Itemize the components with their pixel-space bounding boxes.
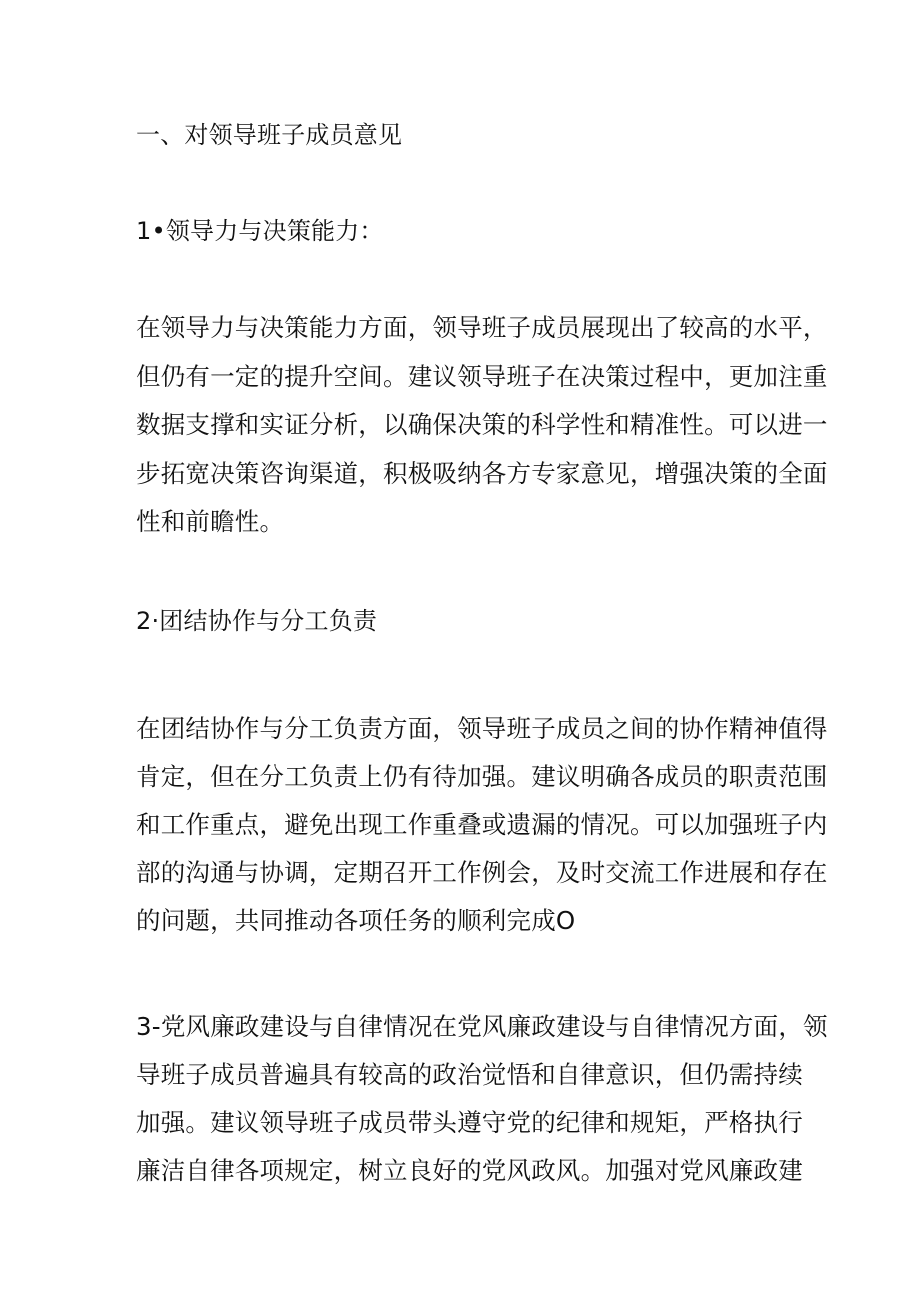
section-1-line-5: 性和前瞻性。: [136, 507, 285, 536]
section-1-line-1: 在领导力与决策能力方面，领导班子成员展现出了较高的水平，: [136, 313, 828, 342]
section-1-line-2: 但仍有一定的提升空间。建议领导班子在决策过程中，更加注重: [136, 362, 828, 391]
section-2-line-4: 部的沟通与协调，定期召开工作例会，及时交流工作进展和存在: [136, 858, 828, 887]
section-2-line-2: 肯定，但在分工负责上仍有待加强。建议明确各成员的职责范围: [136, 762, 828, 791]
document-title: 一、对领导班子成员意见: [136, 121, 403, 149]
section-3-line-1: 3-党风廉政建设与自律情况在党风廉政建设与自律情况方面，领: [136, 1012, 828, 1041]
section-3-line-3: 加强。建议领导班子成员带头遵守党的纪律和规矩，严格执行: [136, 1108, 803, 1137]
section-2-line-3: 和工作重点，避免出现工作重叠或遗漏的情况。可以加强班子内: [136, 810, 828, 839]
section-2-line-5: 的问题，共同推动各项任务的顺利完成O: [136, 906, 576, 935]
section-1-line-3: 数据支撑和实证分析，以确保决策的科学性和精准性。可以进一: [136, 410, 828, 439]
section-3-line-4: 廉洁自律各项规定，树立良好的党风政风。加强对党风廉政建: [136, 1156, 803, 1185]
section-2-line-1: 在团结协作与分工负责方面，领导班子成员之间的协作精神值得: [136, 714, 828, 743]
section-3-line-2: 导班子成员普遍具有较高的政治觉悟和自律意识，但仍需持续: [136, 1060, 803, 1089]
section-2-heading: 2·团结协作与分工负责: [136, 607, 378, 635]
section-1-heading: 1•领导力与决策能力：: [136, 217, 384, 245]
section-1-line-4: 步拓宽决策咨询渠道，积极吸纳各方专家意见，增强决策的全面: [136, 459, 828, 488]
